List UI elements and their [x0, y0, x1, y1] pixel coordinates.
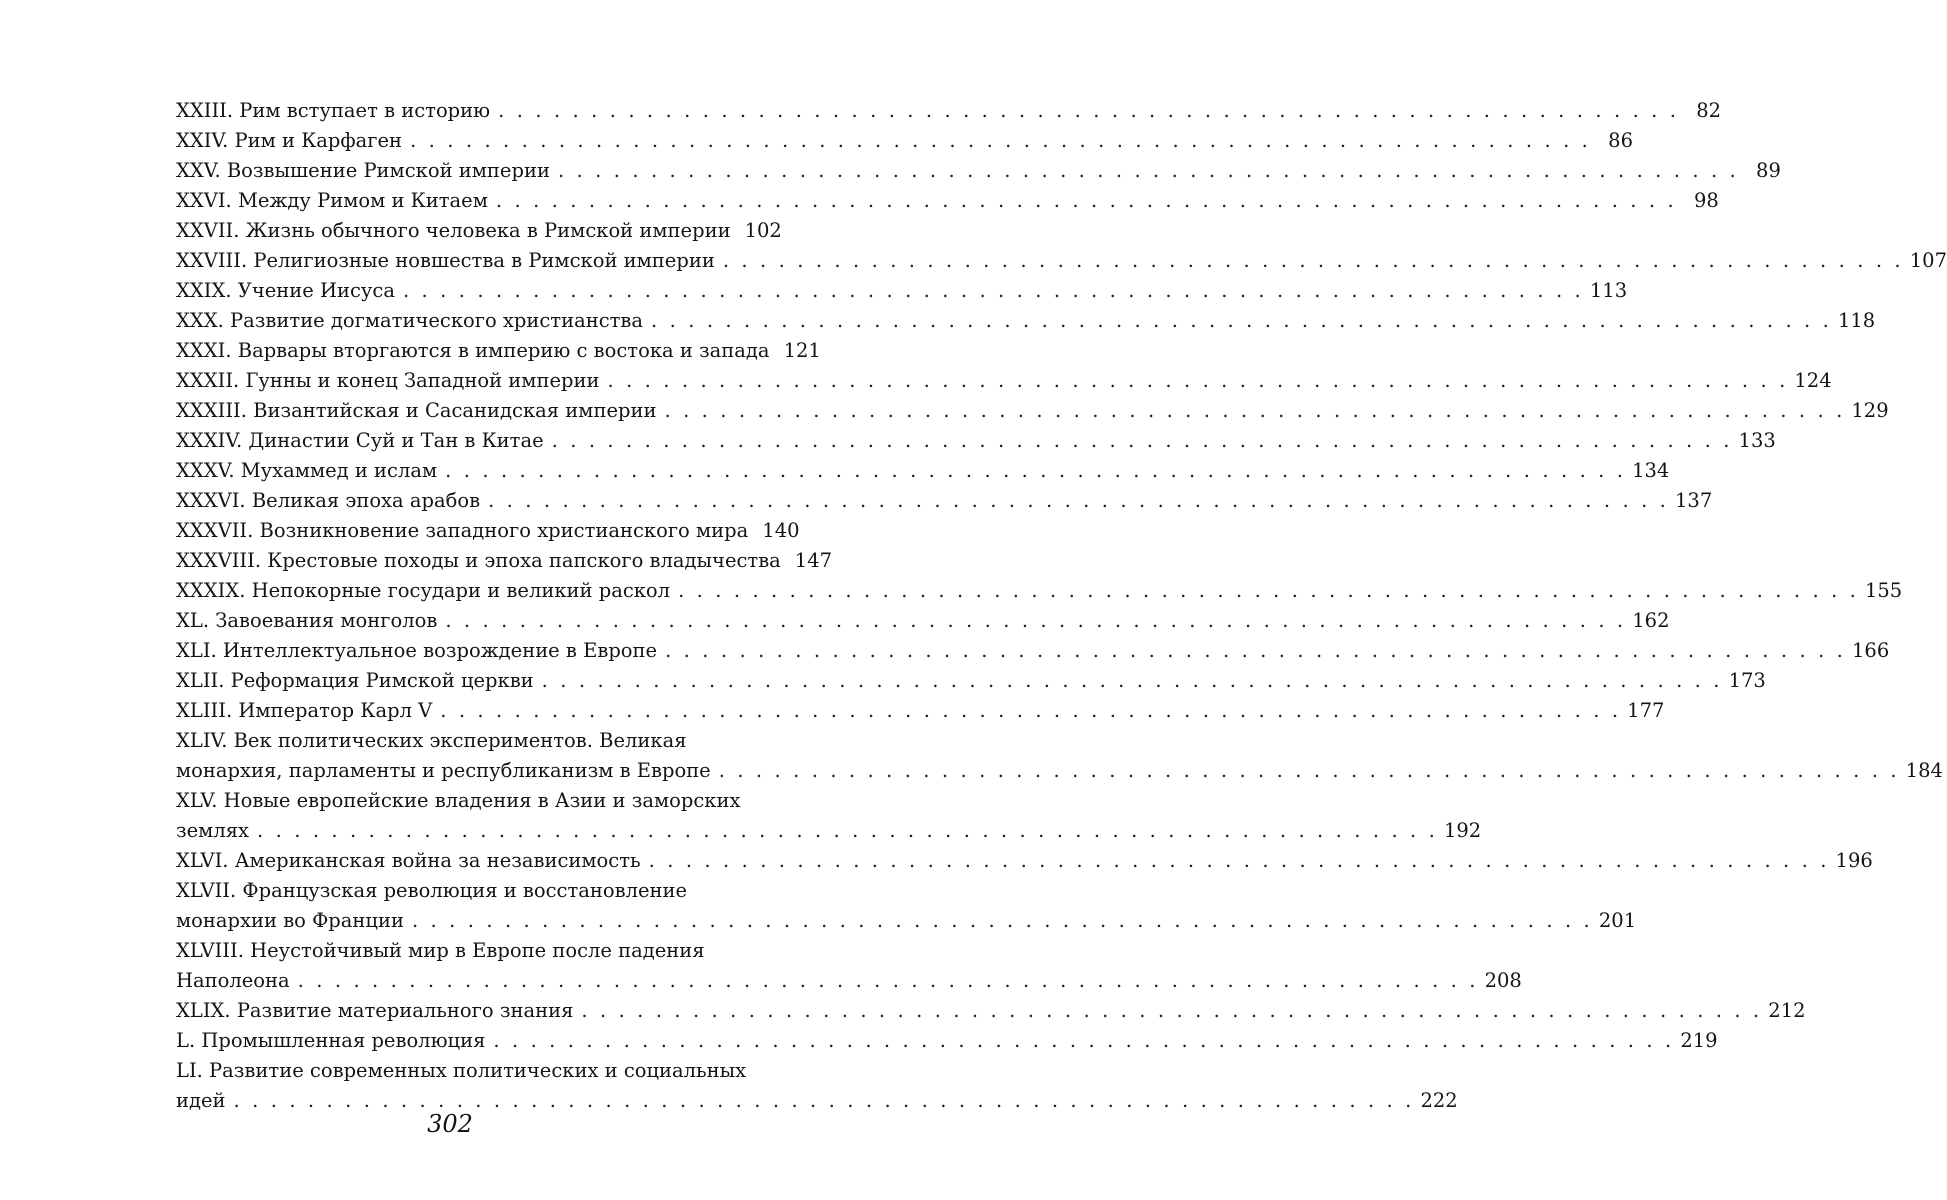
toc-entry-page: 173 [1728, 669, 1766, 692]
toc-entry-title: землях [176, 819, 250, 842]
toc-entry-page: 133 [1738, 429, 1776, 452]
toc-entry-row [176, 216, 782, 246]
dot-leader: . . . . . . . . . . . . . . . . . . . . . . . . . . . . . . . . . . . . . . . . . . . . . . . . . . . . . . . . . . . . . . . . [488, 489, 1669, 512]
toc-entry-title: XLI. Интеллектуальное возрождение в Европе [176, 639, 658, 662]
toc-entry-title: XXXVIII. Крестовые походы и эпоха папского владычества [176, 549, 781, 572]
toc-entry-row [176, 456, 1670, 486]
dot-leader: . . . . . . . . . . . . . . . . . . . . . . . . . . . . . . . . . . . . . . . . . . . . . . . . . . . . . . . . . . . . . . . . [411, 909, 1593, 932]
toc-entry-page: 113 [1589, 279, 1628, 302]
toc-entry [176, 1026, 1718, 1056]
toc-entry [176, 996, 1806, 1026]
toc-entry-title: XXVI. Между Римом и Китаем [176, 189, 488, 212]
toc-entry-title: XXVIII. Религиозные новшества в Римской империи [176, 249, 715, 272]
toc-entry-title: XXXVII. Возникновение западного христианского мира [176, 519, 749, 542]
toc-entry [176, 876, 1637, 936]
toc-entry-title: XL. Завоевания монголов [176, 609, 438, 632]
toc-entry [176, 426, 1776, 456]
toc-entry-row [176, 996, 1806, 1026]
page-number: 302 [427, 1110, 473, 1138]
toc-entry [176, 246, 1947, 276]
toc-entry [176, 1056, 1458, 1116]
toc-entry-page: 208 [1484, 969, 1522, 992]
toc-entry-title: XLIII. Император Карл V [176, 699, 433, 722]
toc-entry-page: 129 [1851, 399, 1889, 422]
toc-entry [176, 666, 1766, 696]
toc-entry-row [176, 636, 1890, 666]
toc-entry-title-line: XLIV. Век политических экспериментов. Великая [176, 729, 687, 752]
toc-entry-title: XXIV. Рим и Карфаген [176, 129, 403, 152]
toc-entry-row [176, 516, 800, 546]
toc-entry-title: XXVII. Жизнь обычного человека в Римской империи [176, 219, 731, 242]
toc-entry-title: идей [176, 1089, 226, 1112]
toc-entry-page: 196 [1835, 849, 1873, 872]
table-of-contents [176, 96, 1947, 1116]
toc-entry [176, 336, 821, 366]
toc-entry-page: 102 [744, 219, 782, 242]
toc-entry-row [176, 606, 1670, 636]
toc-entry-title: XLII. Реформация Римской церкви [176, 669, 534, 692]
toc-entry [176, 366, 1832, 396]
toc-entry [176, 276, 1628, 306]
dot-leader: . . . . . . . . . . . . . . . . . . . . . . . . . . . . . . . . . . . . . . . . . . . . . . . . . . . . . . . . . . . . . . . . [495, 189, 1677, 212]
dot-leader: . . . . . . . . . . . . . . . . . . . . . . . . . . . . . . . . . . . . . . . . . . . . . . . . . . . . . . . . . . . . . . . . [648, 849, 1830, 872]
toc-entry-page: 192 [1443, 819, 1482, 842]
toc-entry-page: 86 [1608, 129, 1633, 152]
dot-leader: . . . . . . . . . . . . . . . . . . . . . . . . . . . . . . . . . . . . . . . . . . . . . . . . . . . . . . . . . . . . . . . . [678, 579, 1859, 602]
toc-entry [176, 726, 1943, 786]
toc-entry [176, 636, 1890, 666]
toc-entry-title: XXXVI. Великая эпоха арабов [176, 489, 481, 512]
toc-entry [176, 576, 1903, 606]
toc-entry-page: 166 [1852, 639, 1890, 662]
toc-entry-page: 89 [1756, 159, 1781, 182]
toc-entry-page: 155 [1864, 579, 1903, 602]
toc-entry [176, 396, 1889, 426]
toc-entry [176, 546, 833, 576]
toc-entry [176, 156, 1781, 186]
toc-entry-page: 82 [1696, 99, 1722, 122]
toc-entry-row [176, 906, 1637, 936]
toc-entry-title: XXXV. Мухаммед и ислам [176, 459, 438, 482]
toc-entry-row [176, 396, 1889, 426]
toc-entry-page: 134 [1632, 459, 1670, 482]
toc-entry-title: XXIX. Учение Иисуса [176, 279, 395, 302]
toc-entry-row [176, 126, 1633, 156]
toc-entry-row [176, 366, 1832, 396]
toc-entry-title: XXXII. Гунны и конец Западной империи [176, 369, 600, 392]
toc-entry-row [176, 846, 1873, 876]
dot-leader: . . . . . . . . . . . . . . . . . . . . . . . . . . . . . . . . . . . . . . . . . . . . . . . . . . . . . . . . . . . . . . . . [402, 279, 1584, 302]
toc-entry-page: 212 [1768, 999, 1806, 1022]
toc-entry-page: 124 [1794, 369, 1832, 392]
toc-entry-title: XXXIX. Непокорные государи и великий раскол [176, 579, 671, 602]
toc-entry [176, 126, 1633, 156]
toc-entry [176, 306, 1876, 336]
dot-leader: . . . . . . . . . . . . . . . . . . . . . . . . . . . . . . . . . . . . . . . . . . . . . . . . . . . . . . . . . . . . . . . . [410, 129, 1591, 152]
toc-entry-title: монархии во Франции [176, 909, 404, 932]
dot-leader: . . . . . . . . . . . . . . . . . . . . . . . . . . . . . . . . . . . . . . . . . . . . . . . . . . . . . . . . . . . . . . . . [551, 429, 1733, 452]
dot-leader: . . . . . . . . . . . . . . . . . . . . . . . . . . . . . . . . . . . . . . . . . . . . . . . . . . . . . . . . . . . . . . . . [233, 1089, 1415, 1112]
toc-entry [176, 936, 1522, 996]
toc-entry-page: 201 [1598, 909, 1637, 932]
dot-leader: . . . . . . . . . . . . . . . . . . . . . . . . . . . . . . . . . . . . . . . . . . . . . . . . . . . . . . . . . . . . . . . . [445, 459, 1627, 482]
toc-entry-row [176, 156, 1781, 186]
toc-entry-title: XXXI. Варвары вторгаются в империю с востока и запада [176, 339, 770, 362]
toc-entry-title: XXXIV. Династии Суй и Тан в Китае [176, 429, 544, 452]
toc-entry-row [176, 576, 1903, 606]
toc-entry-row [176, 756, 1943, 786]
toc-entry-page: 140 [762, 519, 800, 542]
toc-entry-page: 162 [1632, 609, 1670, 632]
toc-entry-title: XXIII. Рим вступает в историю [176, 99, 491, 122]
toc-entry-title: XLVI. Американская война за независимость [176, 849, 641, 872]
toc-entry [176, 216, 782, 246]
toc-entry-page: 107 [1909, 249, 1947, 272]
toc-entry-title-line: XLVII. Французская революция и восстановление [176, 879, 688, 902]
dot-leader: . . . . . . . . . . . . . . . . . . . . . . . . . . . . . . . . . . . . . . . . . . . . . . . . . . . . . . . . . . . . . . . . [665, 639, 1846, 662]
toc-entry-page: 222 [1420, 1089, 1458, 1112]
dot-leader: . . . . . . . . . . . . . . . . . . . . . . . . . . . . . . . . . . . . . . . . . . . . . . . . . . . . . . . . . . . . . . . . [493, 1029, 1675, 1052]
toc-entry-page: 177 [1627, 699, 1665, 722]
toc-entry-title-line: XLVIII. Неустойчивый мир в Европе после падения [176, 939, 705, 962]
toc-entry [176, 516, 800, 546]
toc-entry-title-line: LI. Развитие современных политических и социальных [176, 1059, 747, 1082]
toc-entry [176, 846, 1873, 876]
toc-entry-title: XXX. Развитие догматического христианства [176, 309, 644, 332]
toc-entry-row [176, 546, 833, 576]
toc-entry [176, 486, 1713, 516]
dot-leader: . . . . . . . . . . . . . . . . . . . . . . . . . . . . . . . . . . . . . . . . . . . . . . . . . . . . . . . . . . . . . . . . [722, 249, 1904, 272]
toc-entry-title: L. Промышленная революция [176, 1029, 486, 1052]
dot-leader: . . . . . . . . . . . . . . . . . . . . . . . . . . . . . . . . . . . . . . . . . . . . . . . . . . . . . . . . . . . . . . . . [664, 399, 1846, 422]
toc-entry-row [176, 306, 1876, 336]
toc-entry-page: 121 [783, 339, 821, 362]
toc-entry-page: 98 [1693, 189, 1719, 212]
toc-entry [176, 456, 1670, 486]
toc-list [176, 96, 1947, 1116]
dot-leader: . . . . . . . . . . . . . . . . . . . . . . . . . . . . . . . . . . . . . . . . . . . . . . . . . . . . . . . . . . . . . . . . [581, 999, 1763, 1022]
toc-entry [176, 96, 1722, 126]
dot-leader: . . . . . . . . . . . . . . . . . . . . . . . . . . . . . . . . . . . . . . . . . . . . . . . . . . . . . . . . . . . . . . . . [297, 969, 1479, 992]
toc-entry-title-line: XLV. Новые европейские владения в Азии и заморских [176, 789, 741, 812]
dot-leader: . . . . . . . . . . . . . . . . . . . . . . . . . . . . . . . . . . . . . . . . . . . . . . . . . . . . . . . . . . . . . . . . [498, 99, 1680, 122]
toc-entry-row [176, 96, 1722, 126]
toc-entry-row [176, 486, 1713, 516]
toc-entry [176, 186, 1719, 216]
toc-entry-title: XXXIII. Византийская и Сасанидская империи [176, 399, 657, 422]
toc-entry-row [176, 696, 1665, 726]
toc-entry-title: Наполеона [176, 969, 290, 992]
toc-entry-row [176, 246, 1947, 276]
toc-entry-row [176, 1026, 1718, 1056]
toc-entry-page: 147 [794, 549, 833, 572]
toc-entry-page: 184 [1905, 759, 1943, 782]
toc-entry [176, 786, 1482, 846]
dot-leader: . . . . . . . . . . . . . . . . . . . . . . . . . . . . . . . . . . . . . . . . . . . . . . . . . . . . . . . . . . . . . . . . [445, 609, 1627, 632]
toc-entry-row [176, 666, 1766, 696]
toc-entry-row [176, 186, 1719, 216]
toc-entry-row [176, 336, 821, 366]
dot-leader: . . . . . . . . . . . . . . . . . . . . . . . . . . . . . . . . . . . . . . . . . . . . . . . . . . . . . . . . . . . . . . . . [607, 369, 1789, 392]
toc-entry [176, 606, 1670, 636]
toc-entry-page: 137 [1675, 489, 1713, 512]
dot-leader: . . . . . . . . . . . . . . . . . . . . . . . . . . . . . . . . . . . . . . . . . . . . . . . . . . . . . . . . . . . . . . . . [651, 309, 1832, 332]
toc-entry-page: 118 [1837, 309, 1876, 332]
toc-entry-row [176, 426, 1776, 456]
dot-leader: . . . . . . . . . . . . . . . . . . . . . . . . . . . . . . . . . . . . . . . . . . . . . . . . . . . . . . . . . . . . . . . . [541, 669, 1723, 692]
toc-entry-row [176, 276, 1628, 306]
toc-entry-title: XLIX. Развитие материального знания [176, 999, 574, 1022]
dot-leader: . . . . . . . . . . . . . . . . . . . . . . . . . . . . . . . . . . . . . . . . . . . . . . . . . . . . . . . . . . . . . . . . [257, 819, 1438, 842]
dot-leader: . . . . . . . . . . . . . . . . . . . . . . . . . . . . . . . . . . . . . . . . . . . . . . . . . . . . . . . . . . . . . . . . [440, 699, 1622, 722]
toc-entry-row [176, 966, 1522, 996]
toc-entry-row [176, 816, 1482, 846]
dot-leader: . . . . . . . . . . . . . . . . . . . . . . . . . . . . . . . . . . . . . . . . . . . . . . . . . . . . . . . . . . . . . . . . [718, 759, 1900, 782]
toc-entry-title: XXV. Возвышение Римской империи [176, 159, 550, 182]
dot-leader: . . . . . . . . . . . . . . . . . . . . . . . . . . . . . . . . . . . . . . . . . . . . . . . . . . . . . . . . . . . . . . . . [557, 159, 1739, 182]
toc-entry-title: монархия, парламенты и республиканизм в Европе [176, 759, 711, 782]
toc-entry-page: 219 [1680, 1029, 1718, 1052]
toc-entry [176, 696, 1665, 726]
